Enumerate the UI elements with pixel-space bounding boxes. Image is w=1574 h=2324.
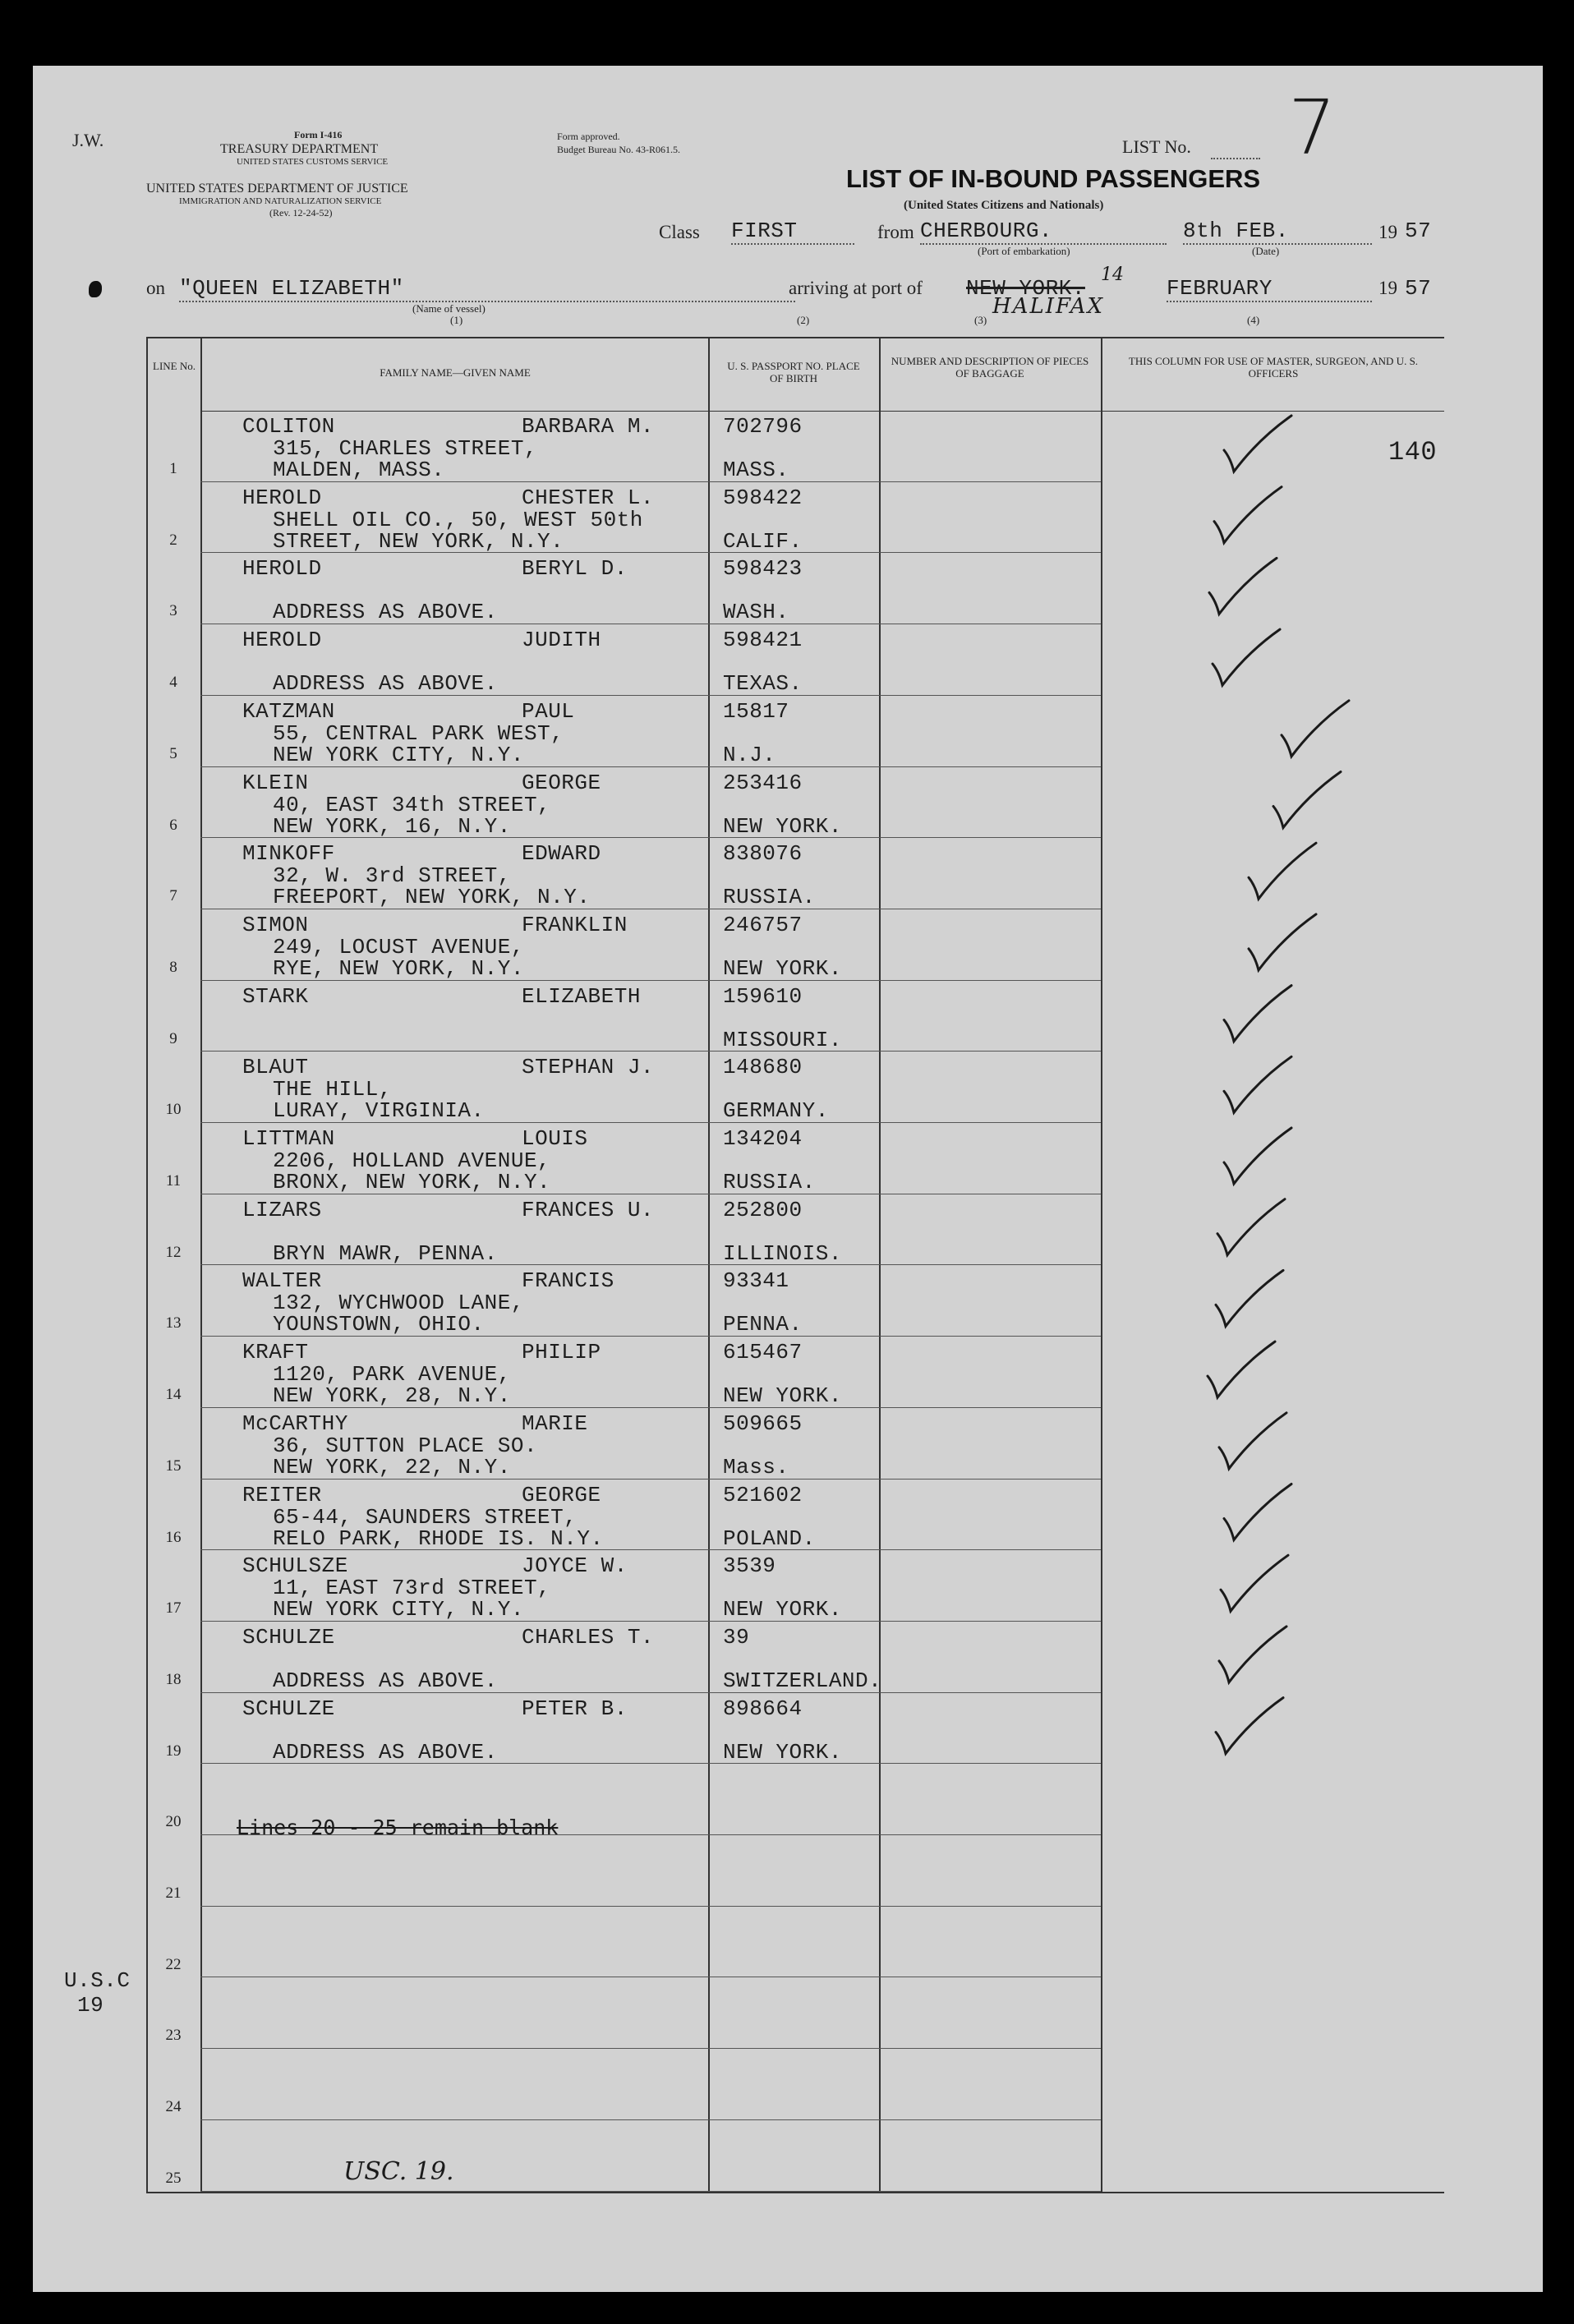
passport-number: 615467 xyxy=(723,1340,803,1365)
address-line-2: NEW YORK, 22, N.Y. xyxy=(273,1454,511,1480)
form-service: UNITED STATES CUSTOMS SERVICE xyxy=(237,157,389,167)
given-name: STEPHAN J. xyxy=(522,1055,655,1080)
passport-number: 898664 xyxy=(723,1696,803,1721)
line-number: 19 xyxy=(165,1742,182,1760)
passport-number: 509665 xyxy=(723,1411,803,1436)
family-name: KLEIN xyxy=(242,770,309,795)
passport-number: 521602 xyxy=(723,1482,803,1507)
line-number: 22 xyxy=(165,1955,182,1973)
family-name: COLITON xyxy=(242,414,335,439)
place-of-birth: NEW YORK. xyxy=(723,813,842,839)
line-number: 2 xyxy=(169,531,177,549)
checkmark xyxy=(1224,1128,1291,1184)
date-caption: (Date) xyxy=(1252,245,1280,257)
family-name: SCHULSZE xyxy=(242,1553,348,1579)
vessel-name: "QUEEN ELIZABETH" xyxy=(179,276,795,302)
family-name: SIMON xyxy=(242,912,309,937)
line-number: 20 xyxy=(165,1813,182,1831)
checkmark xyxy=(1213,629,1280,685)
vessel-caption: (Name of vessel) xyxy=(412,302,486,315)
form-revision: (Rev. 12-24-52) xyxy=(269,207,333,219)
given-name: ELIZABETH xyxy=(522,983,641,1009)
line-number: 12 xyxy=(165,1243,182,1261)
port-handwritten: HALIFAX xyxy=(992,294,1105,319)
given-name: BARBARA M. xyxy=(522,414,655,439)
on-label: on xyxy=(146,278,165,298)
address-line-1: SHELL OIL CO., 50, WEST 50th xyxy=(273,507,643,532)
address-line-1: 315, CHARLES STREET, xyxy=(273,436,538,461)
address-line-2: NEW YORK, 16, N.Y. xyxy=(273,813,511,839)
address-line-1: 32, W. 3rd STREET, xyxy=(273,863,511,889)
line-number: 13 xyxy=(165,1314,182,1332)
given-name: FRANCIS xyxy=(522,1268,614,1294)
given-name: FRANKLIN xyxy=(522,912,628,937)
checkmark xyxy=(1216,1698,1283,1754)
place-of-birth: Mass. xyxy=(723,1454,789,1480)
family-name: McCARTHY xyxy=(242,1411,348,1436)
arrival-year-prefix: 19 xyxy=(1378,278,1397,298)
form-number: Form I-416 xyxy=(294,129,343,140)
family-name: STARK xyxy=(242,983,309,1009)
checkmark xyxy=(1224,1056,1291,1112)
passport-number: 598422 xyxy=(723,485,803,510)
family-name: LITTMAN xyxy=(242,1126,335,1151)
family-name: MINKOFF xyxy=(242,841,335,867)
passport-number: 246757 xyxy=(723,912,803,937)
margin-usc-number: 19 xyxy=(77,1993,104,2018)
officer-checkmarks xyxy=(33,66,1543,2292)
checkmark xyxy=(1224,416,1291,472)
line-number: 16 xyxy=(165,1528,182,1546)
checkmark xyxy=(1224,986,1291,1042)
margin-initials: J.W. xyxy=(72,130,104,150)
place-of-birth: SWITZERLAND. xyxy=(723,1668,882,1693)
place-of-birth: MASS. xyxy=(723,458,789,482)
family-name: KRAFT xyxy=(242,1340,309,1365)
year-value: 57 xyxy=(1405,219,1432,243)
family-name: SCHULZE xyxy=(242,1696,335,1721)
page-subtitle: (United States Citizens and Nationals) xyxy=(904,199,1104,212)
form-budget: Budget Bureau No. 43-R061.5. xyxy=(557,144,680,155)
col-header-officers: THIS COLUMN FOR USE OF MASTER, SURGEON, AND U. S. OFFICERS xyxy=(1128,355,1419,380)
given-name: MARIE xyxy=(522,1411,588,1436)
embarkation-port: CHERBOURG. xyxy=(920,219,1167,245)
given-name: BERYL D. xyxy=(522,556,628,582)
line-number: 6 xyxy=(169,816,177,834)
bottom-usc-note: USC. 19. xyxy=(343,2157,454,2186)
place-of-birth: GERMANY. xyxy=(723,1098,829,1124)
address-line-2: ADDRESS AS ABOVE. xyxy=(273,671,498,697)
place-of-birth: ILLINOIS. xyxy=(723,1240,842,1266)
place-of-birth: NEW YORK. xyxy=(723,1739,842,1765)
given-name: GEORGE xyxy=(522,1482,601,1507)
given-name: CHESTER L. xyxy=(522,485,655,510)
line-number: 5 xyxy=(169,744,177,762)
arriving-num: (2) xyxy=(797,314,810,326)
col-header-name: FAMILY NAME—GIVEN NAME xyxy=(380,366,531,379)
passport-number: 15817 xyxy=(723,698,789,724)
passport-number: 148680 xyxy=(723,1055,803,1080)
address-line-1: 11, EAST 73rd STREET, xyxy=(273,1576,551,1601)
passport-number: 838076 xyxy=(723,841,803,867)
passport-number: 253416 xyxy=(723,770,803,795)
address-line-1: 36, SUTTON PLACE SO. xyxy=(273,1433,538,1458)
form-department: TREASURY DEPARTMENT xyxy=(220,142,379,156)
line-number: 7 xyxy=(169,887,177,905)
given-name: PAUL xyxy=(522,698,575,724)
place-of-birth: PENNA. xyxy=(723,1312,803,1337)
place-of-birth: WASH. xyxy=(723,600,789,625)
line-number: 1 xyxy=(169,460,177,477)
checkmark xyxy=(1221,1555,1288,1611)
line-number: 25 xyxy=(165,2169,182,2187)
address-line-2: MALDEN, MASS. xyxy=(273,458,445,482)
address-line-1: 55, CENTRAL PARK WEST, xyxy=(273,720,564,746)
date-num: (4) xyxy=(1247,314,1260,326)
given-name: FRANCES U. xyxy=(522,1197,655,1222)
arriving-label: arriving at port of xyxy=(789,278,923,298)
passport-number: 93341 xyxy=(723,1268,789,1294)
checkmark xyxy=(1219,1413,1286,1469)
given-name: GEORGE xyxy=(522,770,601,795)
address-line-1: 40, EAST 34th STREET, xyxy=(273,792,551,817)
family-name: HEROLD xyxy=(242,556,322,582)
list-no-value: 7 xyxy=(1288,84,1337,172)
passport-number: 134204 xyxy=(723,1126,803,1151)
form-ins: IMMIGRATION AND NATURALIZATION SERVICE xyxy=(179,196,382,206)
family-name: HEROLD xyxy=(242,485,322,510)
place-of-birth: RUSSIA. xyxy=(723,1170,816,1194)
col-header-line-no: LINE No. xyxy=(153,360,196,372)
arrival-month: FEBRUARY xyxy=(1167,276,1372,302)
address-line-2: ADDRESS AS ABOVE. xyxy=(273,1739,498,1765)
page-title: LIST OF IN-BOUND PASSENGERS xyxy=(846,164,1261,193)
given-name: CHARLES T. xyxy=(522,1624,655,1650)
line-number: 15 xyxy=(165,1457,182,1475)
family-name: LIZARS xyxy=(242,1197,322,1222)
given-name: JOYCE W. xyxy=(522,1553,628,1579)
checkmark xyxy=(1273,772,1341,828)
line-number: 3 xyxy=(169,602,177,620)
line-number: 8 xyxy=(169,958,177,976)
address-line-2: RELO PARK, RHODE IS. N.Y. xyxy=(273,1526,604,1551)
from-label: from xyxy=(877,222,914,242)
address-line-1: 132, WYCHWOOD LANE, xyxy=(273,1291,524,1316)
address-line-2: RYE, NEW YORK, N.Y. xyxy=(273,955,524,981)
given-name: EDWARD xyxy=(522,841,601,867)
address-line-2: FREEPORT, NEW YORK, N.Y. xyxy=(273,885,591,910)
passport-number: 252800 xyxy=(723,1197,803,1222)
given-name: JUDITH xyxy=(522,628,601,653)
place-of-birth: NEW YORK. xyxy=(723,1383,842,1409)
place-of-birth: TEXAS. xyxy=(723,671,803,697)
form-approved: Form approved. xyxy=(557,131,620,142)
checkmark xyxy=(1219,1627,1286,1682)
list-no-label: LIST No. xyxy=(1122,136,1191,157)
place-of-birth: POLAND. xyxy=(723,1526,816,1551)
address-line-1: THE HILL, xyxy=(273,1077,392,1102)
address-line-2: NEW YORK CITY, N.Y. xyxy=(273,1597,524,1622)
family-name: WALTER xyxy=(242,1268,322,1294)
given-name: PHILIP xyxy=(522,1340,601,1365)
address-line-2: STREET, NEW YORK, N.Y. xyxy=(273,528,564,554)
checkmark xyxy=(1217,1199,1285,1255)
checkmark xyxy=(1224,1484,1291,1540)
year-prefix: 19 xyxy=(1378,222,1397,242)
line-number: 10 xyxy=(165,1101,182,1119)
blank-lines-note: Lines 20 - 25 remain blank xyxy=(237,1815,559,1839)
address-line-2: ADDRESS AS ABOVE. xyxy=(273,600,498,625)
address-line-2: ADDRESS AS ABOVE. xyxy=(273,1668,498,1693)
line-number: 24 xyxy=(165,2098,182,2116)
address-line-2: BRYN MAWR, PENNA. xyxy=(273,1240,498,1266)
address-line-2: BRONX, NEW YORK, N.Y. xyxy=(273,1170,551,1194)
family-name: SCHULZE xyxy=(242,1624,335,1650)
checkmark xyxy=(1249,843,1316,899)
family-name: REITER xyxy=(242,1482,322,1507)
line-number: 4 xyxy=(169,674,177,692)
address-line-2: NEW YORK, 28, N.Y. xyxy=(273,1383,511,1409)
line-number: 18 xyxy=(165,1670,182,1688)
port-num: (3) xyxy=(974,314,987,326)
day-handwritten: 14 xyxy=(1101,265,1124,285)
passport-number: 3539 xyxy=(723,1553,776,1579)
line-number: 11 xyxy=(165,1172,182,1190)
line-number: 23 xyxy=(165,2027,182,2045)
address-line-1: 65-44, SAUNDERS STREET, xyxy=(273,1504,578,1530)
place-of-birth: MISSOURI. xyxy=(723,1027,842,1052)
place-of-birth: N.J. xyxy=(723,742,776,767)
col-header-baggage: NUMBER AND DESCRIPTION OF PIECES OF BAGGAGE xyxy=(891,355,1089,380)
address-line-2: YOUNSTOWN, OHIO. xyxy=(273,1312,485,1337)
checkmark xyxy=(1208,1341,1275,1397)
passport-number: 159610 xyxy=(723,983,803,1009)
port-struck: NEW YORK. xyxy=(966,276,1085,301)
passport-number: 39 xyxy=(723,1624,750,1650)
address-line-2: NEW YORK CITY, N.Y. xyxy=(273,742,524,767)
line-number: 21 xyxy=(165,1885,182,1902)
family-name: KATZMAN xyxy=(242,698,335,724)
embarkation-date: 8th FEB. xyxy=(1183,219,1372,245)
family-name: BLAUT xyxy=(242,1055,309,1080)
place-of-birth: RUSSIA. xyxy=(723,885,816,910)
address-line-1: 1120, PARK AVENUE, xyxy=(273,1362,511,1387)
given-name: PETER B. xyxy=(522,1696,628,1721)
passport-number: 598421 xyxy=(723,628,803,653)
checkmark xyxy=(1214,487,1282,543)
passport-number: 702796 xyxy=(723,414,803,439)
checkmark xyxy=(1249,914,1316,970)
manifest-page xyxy=(33,66,1543,2292)
vessel-num: (1) xyxy=(450,314,463,326)
place-of-birth: CALIF. xyxy=(723,528,803,554)
given-name: LOUIS xyxy=(522,1126,588,1151)
checkmark xyxy=(1209,558,1277,614)
line-number: 9 xyxy=(169,1029,177,1047)
place-of-birth: NEW YORK. xyxy=(723,1597,842,1622)
col-header-passport: U. S. PASSPORT NO. PLACE OF BIRTH xyxy=(727,360,860,384)
checkmark xyxy=(1282,701,1349,757)
arrival-year: 57 xyxy=(1405,276,1432,301)
margin-usc-label: U.S.C xyxy=(64,1968,131,1993)
side-number: 140 xyxy=(1388,437,1438,467)
address-line-1: 249, LOCUST AVENUE, xyxy=(273,934,524,960)
line-number: 17 xyxy=(165,1599,182,1618)
class-value: FIRST xyxy=(731,219,854,245)
address-line-2: LURAY, VIRGINIA. xyxy=(273,1098,485,1124)
family-name: HEROLD xyxy=(242,628,322,653)
line-number: 14 xyxy=(165,1386,182,1404)
address-line-1: 2206, HOLLAND AVENUE, xyxy=(273,1148,551,1173)
passport-number: 598423 xyxy=(723,556,803,582)
place-of-birth: NEW YORK. xyxy=(723,955,842,981)
class-label: Class xyxy=(659,222,700,242)
form-doj: UNITED STATES DEPARTMENT OF JUSTICE xyxy=(146,182,408,196)
checkmark xyxy=(1216,1270,1283,1326)
embarkation-caption: (Port of embarkation) xyxy=(978,245,1070,257)
